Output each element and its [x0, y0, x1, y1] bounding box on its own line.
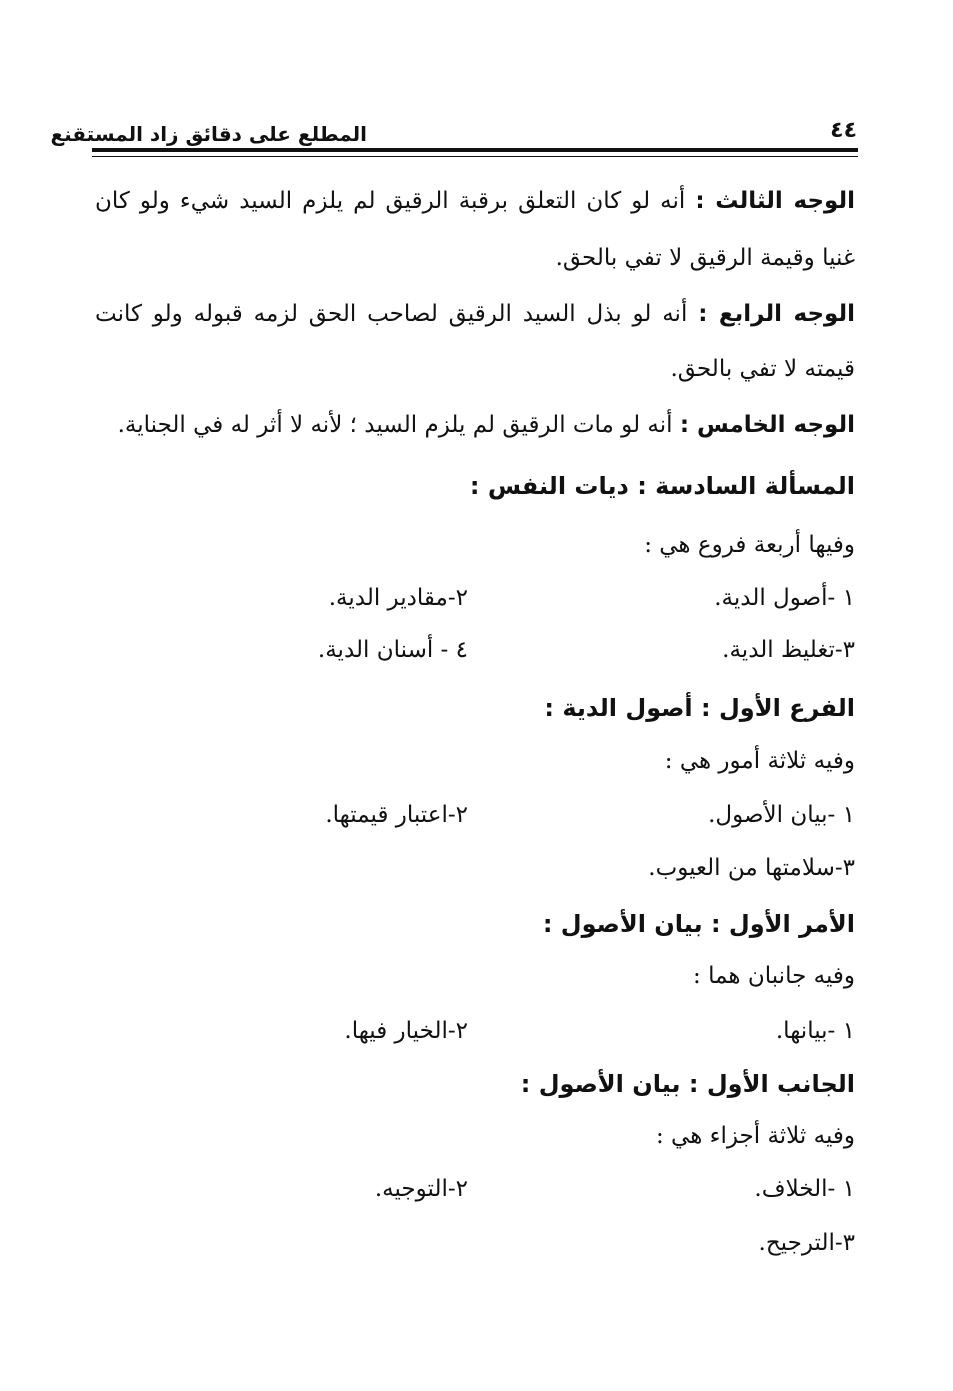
paragraph-label: الوجه الخامس :: [679, 412, 855, 438]
list-item: ٣-سلامتها من العيوب.: [648, 855, 855, 881]
section-heading: الأمر الأول : بيان الأصول :: [542, 910, 855, 938]
page-header: [50, 112, 857, 146]
paragraph-text: أنه لو مات الرقيق لم يلزم السيد ؛ لأنه لا أثر له في الجناية.: [117, 412, 680, 438]
list-item: ١ -أصول الدية.: [714, 585, 855, 611]
paragraph-text: أنه لو كان التعلق برقبة الرقيق لم يلزم السيد شيء ولو كان: [95, 188, 696, 214]
list-item: ١ -بيانها.: [775, 1018, 855, 1044]
section-heading: الفرع الأول : أصول الدية :: [544, 694, 855, 722]
list-item: ٢-الخيار فيها.: [344, 1018, 468, 1044]
list-item: ٢-التوجيه.: [374, 1176, 468, 1202]
section-heading: المسألة السادسة : ديات النفس :: [469, 472, 855, 500]
list-item: ٢-اعتبار قيمتها.: [325, 802, 468, 828]
list-item: ١ -بيان الأصول.: [708, 802, 855, 828]
paragraph-label: الوجه الرابع :: [698, 301, 855, 327]
list-item: ٣-الترجيح.: [758, 1230, 855, 1256]
section-heading: الجانب الأول : بيان الأصول :: [520, 1070, 855, 1098]
list-item: ٣-تغليظ الدية.: [722, 637, 855, 663]
paragraph-line: غنيا وقيمة الرقيق لا تفي بالحق.: [555, 245, 855, 271]
section-intro: وفيه ثلاثة أجزاء هي :: [655, 1123, 855, 1149]
section-intro: وفيها أربعة فروع هي :: [644, 532, 855, 558]
header-rule-thin: [92, 156, 858, 157]
page-number: ٤٤: [830, 118, 857, 143]
list-item: ٤ - أسنان الدية.: [317, 637, 468, 663]
paragraph-label: الوجه الثالث :: [695, 188, 855, 214]
book-title: المطلع على دقائق زاد المستقنع: [50, 122, 367, 146]
list-item: ٢-مقادير الدية.: [328, 585, 468, 611]
paragraph-line: [95, 188, 855, 214]
paragraph-line: [118, 412, 855, 438]
paragraph-text: أنه لو بذل السيد الرقيق لصاحب الحق لزمه قبوله ولو كانت: [95, 301, 699, 327]
list-item: ١ -الخلاف.: [754, 1176, 855, 1202]
paragraph-line: قيمته لا تفي بالحق.: [670, 356, 855, 382]
header-rule-thick: [92, 148, 858, 152]
section-intro: وفيه جانبان هما :: [693, 963, 855, 989]
section-intro: وفيه ثلاثة أمور هي :: [664, 748, 855, 774]
paragraph-line: [95, 301, 855, 327]
